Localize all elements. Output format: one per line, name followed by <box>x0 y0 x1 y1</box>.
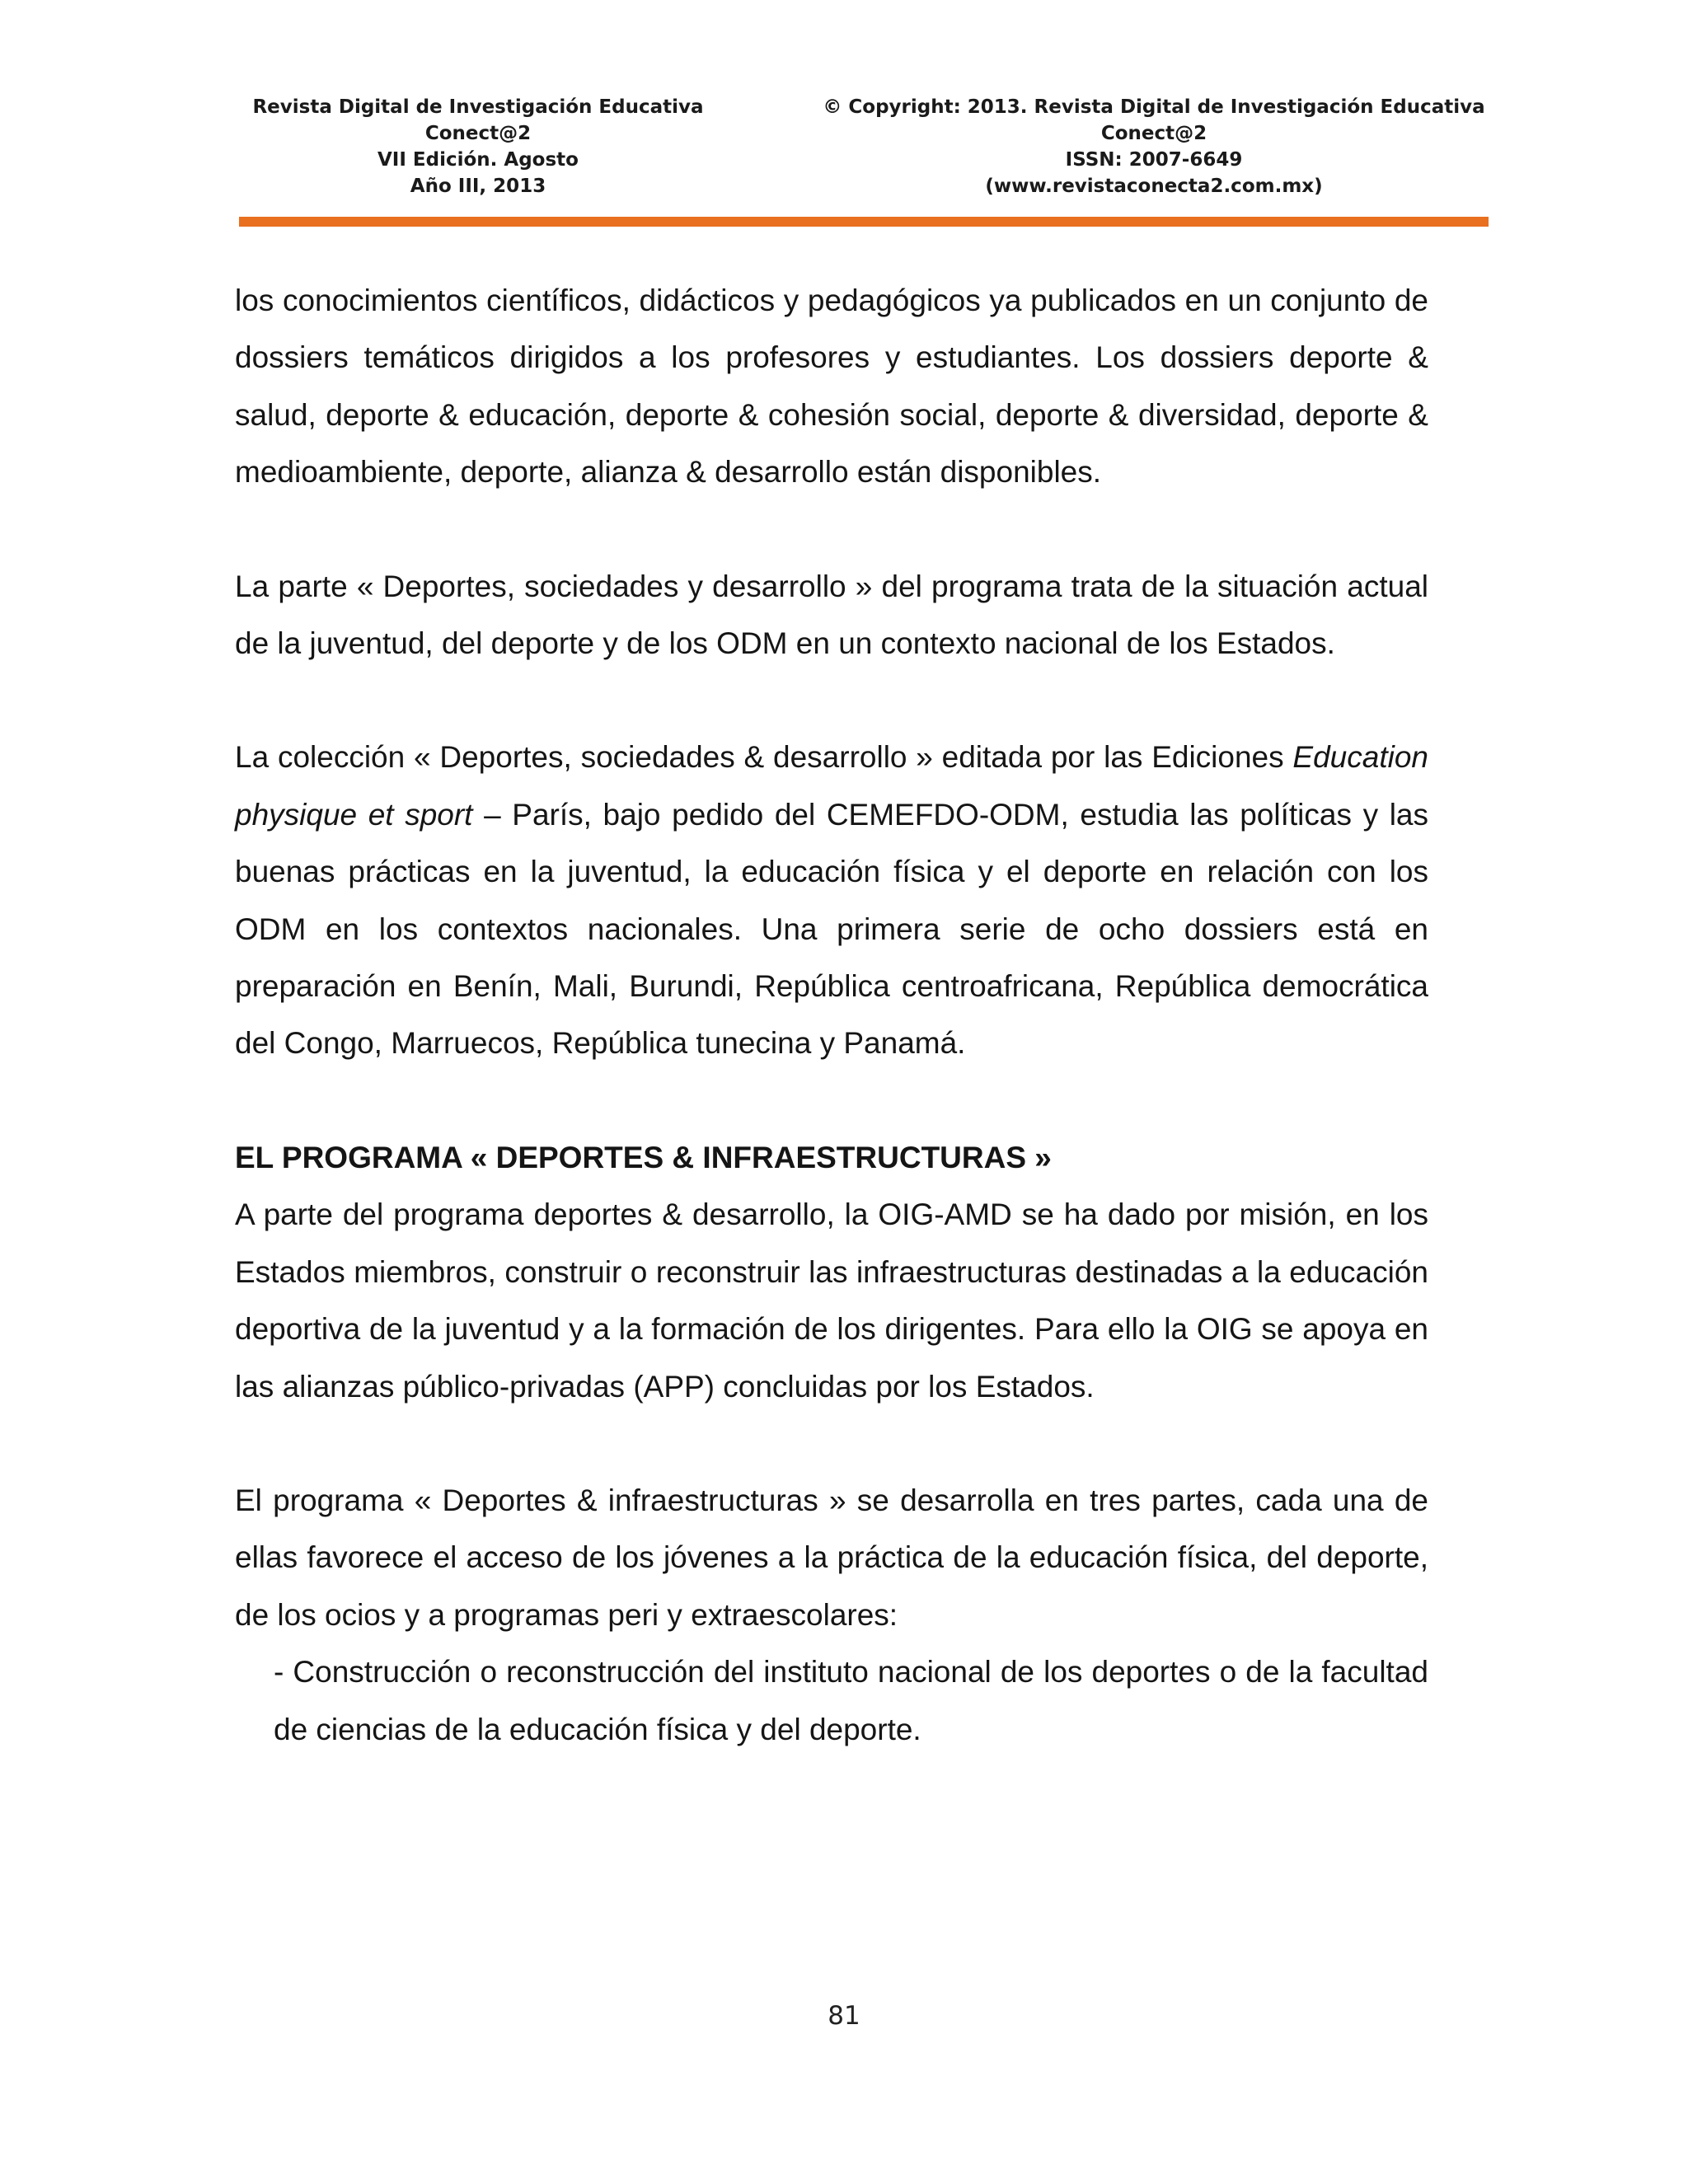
website-line: (www.revistaconecta2.com.mx) <box>985 176 1323 197</box>
paragraph-deportes-sociedades: La parte « Deportes, sociedades y desarrollo » del programa trata de la situación actual de la juventud, del deporte y de los ODM en un contexto nacional de los Estados. <box>235 569 1428 661</box>
copyright-line: © Copyright: 2013. Revista Digital de Investigación Educativa <box>823 96 1485 118</box>
page-number: 81 <box>828 2001 860 2031</box>
journal-header-right <box>820 94 1488 199</box>
journal-title: Revista Digital de Investigación Educativa <box>252 96 704 118</box>
journal-header-left <box>239 94 717 199</box>
journal-name-right: Conect@2 <box>1100 123 1207 144</box>
paragraph-dossiers: los conocimientos científicos, didácticos y pedagógicos ya publicados en un conjunto de dossiers temáticos dirigidos a los profesores y estudiantes. Los dossiers deporte & salud, deporte & educación, deporte & cohesión social, deporte & diversidad, deporte & medioambiente, deporte, alianza & desarrollo están disponibles. <box>235 284 1428 490</box>
paragraph-coleccion-end: – París, bajo pedido del CEMEFDO-ODM, estudia las políticas y las buenas prácticas en la juventud, la educación física y el deporte en relación con los ODM en los contextos nacionales. Una primera serie de ocho dossiers está en preparación en Benín, Mali, Burundi, República centroafricana, República democrática del Congo, Marruecos, República tunecina y Panamá. <box>235 797 1428 1061</box>
paragraph-spacer <box>235 1415 1428 1472</box>
publication-title: Education physique et sport <box>235 740 1428 832</box>
paragraph-coleccion-start: La colección « Deportes, sociedades & desarrollo » editada por las Ediciones <box>235 740 1293 775</box>
article-body <box>235 272 1428 1758</box>
paragraph-oig-amd: A parte del programa deportes & desarrollo, la OIG-AMD se ha dado por misión, en los Estados miembros, construir o reconstruir las infraestructuras destinadas a la educación deportiva de la juventud y a la formación de los dirigentes. Para ello la OIG se apoya en las alianzas público-privadas (APP) concluidas por los Estados. <box>235 1197 1428 1404</box>
section-heading: EL PROGRAMA « DEPORTES & INFRAESTRUCTURAS » <box>235 1140 1052 1174</box>
list-item: - Construcción o reconstrucción del instituto nacional de los deportes o de la facultad de ciencias de la educación física y del deporte. <box>274 1655 1428 1746</box>
header-divider <box>239 217 1489 227</box>
year-line: Año III, 2013 <box>410 176 546 197</box>
paragraph-spacer <box>235 501 1428 558</box>
paragraph-spacer <box>235 672 1428 729</box>
paragraph-coleccion <box>235 729 1428 1071</box>
journal-name: Conect@2 <box>424 123 532 144</box>
issn-line: ISSN: 2007-6649 <box>1065 149 1243 171</box>
edition-line: VII Edición. Agosto <box>377 149 579 171</box>
paragraph-spacer <box>235 1072 1428 1129</box>
paragraph-programa: El programa « Deportes & infraestructuras » se desarrolla en tres partes, cada una de ellas favorece el acceso de los jóvenes a la práctica de la educación física, del deporte, de los ocios y a programas peri y extraescolares: <box>235 1483 1428 1632</box>
